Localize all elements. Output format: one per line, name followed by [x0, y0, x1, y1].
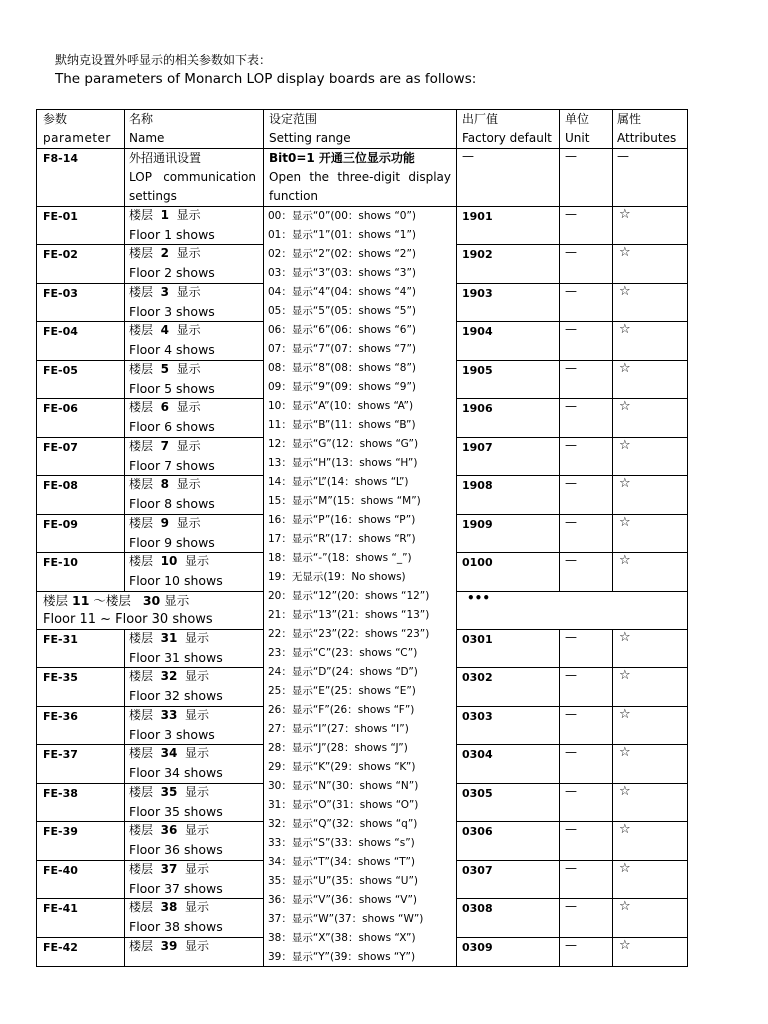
factory-default: 1906 [462, 402, 493, 416]
setting-range-line: 26：显示“F”(26：shows “F”) [268, 704, 415, 716]
intro [55, 52, 476, 88]
factory-default: 0301 [462, 632, 493, 646]
param-code: FE-35 [43, 671, 78, 685]
setting-range-line: 04：显示“4”(04：shows “4”) [268, 286, 416, 298]
attribute-star: ☆ [619, 668, 631, 684]
attribute-star: ☆ [619, 245, 631, 261]
param-name: 楼层 36 显示 Floor 36 shows [129, 823, 223, 858]
setting-range-line: 03：显示“3”(03：shows “3”) [268, 267, 416, 279]
attribute-star: ☆ [619, 437, 631, 453]
param-name: 楼层 32 显示 Floor 32 shows [129, 669, 223, 704]
unit: — [565, 553, 577, 568]
param-name: 楼层 33 显示 Floor 3 shows [129, 707, 215, 742]
param-name: 楼层 2 显示 Floor 2 shows [129, 246, 215, 281]
header-range: 设定范围 Setting range [269, 112, 351, 145]
setting-range-line: 16：显示“P”(16：shows “P”) [268, 514, 416, 526]
factory-default: 1907 [462, 440, 493, 454]
setting-range-line: 35：显示“U”(35：shows “U”) [268, 875, 418, 887]
attribute-star: ☆ [619, 360, 631, 376]
attribute-star: ☆ [619, 899, 631, 915]
factory-default: 0302 [462, 671, 493, 685]
param-code: FE-02 [43, 248, 78, 262]
attribute-star: ☆ [619, 783, 631, 799]
param-code: FE-01 [43, 210, 78, 223]
factory-default: 1909 [462, 517, 493, 531]
merged-floor-row: 楼层 11 ～楼层 30 显示 Floor 11 ~ Floor 30 shows [43, 592, 213, 627]
parameter-table [36, 109, 688, 967]
factory-default: 1902 [462, 248, 493, 262]
attribute-star: ☆ [619, 399, 631, 415]
factory-default: 1905 [462, 363, 493, 377]
attribute-star: ☆ [619, 706, 631, 722]
col-divider [612, 110, 613, 966]
setting-range-line: 14：显示“L”(14：shows “L”) [268, 476, 409, 488]
factory-default: 0305 [462, 786, 493, 800]
header-unit: 单位 Unit [565, 112, 590, 145]
unit: — [565, 514, 577, 529]
setting-range-line: 31：显示“O”(31：shows “O”) [268, 799, 419, 811]
setting-range-line: 17：显示“R”(17：shows “R”) [268, 533, 416, 545]
unit: — [565, 437, 577, 452]
setting-range-line: 30：显示“N”(30：shows “N”) [268, 780, 419, 792]
param-name: 楼层 34 显示 Floor 34 shows [129, 746, 223, 781]
attribute-star: ☆ [619, 476, 631, 492]
setting-range-line: 13：显示“H”(13：shows “H”) [268, 457, 418, 469]
factory-default: 0303 [462, 709, 493, 723]
param-code: FE-08 [43, 479, 78, 493]
unit: — [565, 822, 577, 837]
factory-default: 1908 [462, 479, 493, 493]
factory-default: 0309 [462, 940, 493, 954]
param-code: FE-36 [43, 709, 78, 723]
param-name: 外招通讯设置 LOP communication settings [129, 151, 256, 203]
unit: — [565, 322, 577, 337]
setting-range-line: 02：显示“2”(02：shows “2”) [268, 248, 416, 260]
unit: — [565, 207, 577, 221]
param-code: F8-14 [43, 152, 79, 165]
unit: — [565, 476, 577, 491]
attribute-star: ☆ [619, 283, 631, 299]
factory-default: 1901 [462, 210, 493, 223]
merged-cell-mask [558, 592, 561, 629]
intro-zh: 默纳克设置外呼显示的相关参数如下表： [55, 53, 272, 67]
unit: — [565, 399, 577, 414]
param-code: FE-39 [43, 825, 78, 839]
header-attributes: 属性 Attributes [617, 112, 677, 145]
param-code: FE-41 [43, 902, 78, 916]
merged-cell-mask [611, 592, 614, 629]
attribute-star: ☆ [619, 514, 631, 530]
factory-default: 1903 [462, 286, 493, 300]
setting-range-line: 32：显示“Q”(32：shows “q”) [268, 818, 418, 830]
setting-range-line: 27：显示“I”(27：shows “I”) [268, 723, 409, 735]
param-name: 楼层 39 显示 [129, 938, 210, 953]
unit: — [565, 783, 577, 798]
setting-range-line: 11：显示“B”(11：shows “B”) [268, 419, 416, 431]
row-divider [456, 591, 687, 592]
unit: — [565, 360, 577, 375]
param-code: FE-06 [43, 402, 78, 416]
param-name: 楼层 8 显示 Floor 8 shows [129, 477, 215, 512]
attribute-star: ☆ [619, 937, 631, 953]
attribute-star: ☆ [619, 322, 631, 338]
factory-default: — [462, 149, 474, 163]
setting-range-line: 28：显示“J”(28：shows “J”) [268, 742, 408, 754]
setting-range-line: 25：显示“E”(25：shows “E”) [268, 685, 416, 697]
factory-default: 0306 [462, 825, 493, 839]
param-name: 楼层 1 显示 Floor 1 shows [129, 208, 215, 242]
param-name: 楼层 37 显示 Floor 37 shows [129, 861, 223, 896]
factory-default: 0307 [462, 863, 493, 877]
setting-range-line: 06：显示“6”(06：shows “6”) [268, 324, 416, 336]
setting-range-function: Bit0=1 开通三位显示功能 Open the three-digit display function [269, 151, 451, 203]
setting-range-line: 34：显示“T”(34：shows “T”) [268, 856, 415, 868]
param-code: FE-05 [43, 363, 78, 377]
param-code: FE-03 [43, 286, 78, 300]
setting-range-line: 05：显示“5”(05：shows “5”) [268, 305, 416, 317]
setting-range-line: 07：显示“7”(07：shows “7”) [268, 343, 416, 355]
row-divider [37, 148, 687, 149]
setting-range-line: 18：显示“-”(18：shows “_”) [268, 552, 412, 564]
attribute-star: ☆ [619, 629, 631, 645]
attribute-star: ☆ [619, 860, 631, 876]
setting-range-line: 22：显示“23”(22：shows “23”) [268, 628, 430, 640]
factory-default: 0100 [462, 556, 493, 570]
unit: — [565, 149, 577, 163]
param-code: FE-38 [43, 786, 78, 800]
param-code: FE-37 [43, 748, 78, 762]
param-code: FE-04 [43, 325, 78, 339]
unit: — [565, 860, 577, 875]
unit: — [565, 283, 577, 298]
col-divider [559, 110, 560, 966]
setting-range-line: 00：显示“0”(00：shows “0”) [268, 210, 416, 222]
setting-range-line: 21：显示“13”(21：shows “13”) [268, 609, 430, 621]
param-name: 楼层 10 显示 Floor 10 shows [129, 554, 223, 589]
param-name: 楼层 3 显示 Floor 3 shows [129, 284, 215, 319]
setting-range-line: 23：显示“C”(23：shows “C”) [268, 647, 418, 659]
unit: — [565, 706, 577, 721]
attribute: — [617, 149, 629, 163]
setting-range-line: 08：显示“8”(08：shows “8”) [268, 362, 416, 374]
setting-range-line: 38：显示“X”(38：shows “X”) [268, 932, 416, 944]
setting-range-line: 12：显示“G”(12：shows “G”) [268, 438, 419, 450]
param-name: 楼层 7 显示 Floor 7 shows [129, 438, 215, 473]
param-code: FE-09 [43, 517, 78, 531]
setting-range-line: 01：显示“1”(01：shows “1”) [268, 229, 416, 241]
setting-range-line: 36：显示“V”(36：shows “V”) [268, 894, 417, 906]
param-name: 楼层 4 显示 Floor 4 shows [129, 323, 215, 358]
param-name: 楼层 9 显示 Floor 9 shows [129, 515, 215, 550]
setting-range-line: 39：显示“Y”(39：shows “Y”) [268, 951, 416, 963]
unit: — [565, 668, 577, 683]
unit: — [565, 899, 577, 914]
factory-default: 1904 [462, 325, 493, 339]
param-name: 楼层 35 显示 Floor 35 shows [129, 784, 223, 819]
intro-en: The parameters of Monarch LOP display boards are as follows: [55, 71, 477, 87]
param-code: FE-07 [43, 440, 78, 454]
unit: — [565, 629, 577, 644]
setting-range-line: 29：显示“K”(29：shows “K”) [268, 761, 416, 773]
ellipsis: ••• [467, 590, 491, 605]
setting-range-line: 37：显示“W”(37：shows “W”) [268, 913, 424, 925]
attribute-star: ☆ [619, 745, 631, 761]
header-name: 名称 Name [129, 112, 165, 145]
unit: — [565, 745, 577, 760]
setting-range-line: 24：显示“D”(24：shows “D”) [268, 666, 418, 678]
param-name: 楼层 38 显示 Floor 38 shows [129, 900, 223, 935]
factory-default: 0308 [462, 902, 493, 916]
setting-range-line: 09：显示“9”(09：shows “9”) [268, 381, 416, 393]
attribute-star: ☆ [619, 553, 631, 569]
unit: — [565, 937, 577, 952]
col-divider [456, 110, 457, 966]
factory-default: 0304 [462, 748, 493, 762]
setting-range-line: 19：无显示(19：No shows) [268, 571, 406, 583]
param-name: 楼层 5 显示 Floor 5 shows [129, 361, 215, 396]
param-code: FE-42 [43, 940, 78, 954]
param-code: FE-31 [43, 632, 78, 646]
param-code: FE-10 [43, 556, 78, 570]
param-code: FE-40 [43, 863, 78, 877]
param-name: 楼层 6 显示 Floor 6 shows [129, 400, 215, 435]
header-default: 出厂值 Factory default [462, 112, 552, 145]
setting-range-line: 15：显示“M”(15：shows “M”) [268, 495, 421, 507]
unit: — [565, 245, 577, 260]
param-name: 楼层 31 显示 Floor 31 shows [129, 630, 223, 665]
setting-range-line: 10：显示“A”(10：shows “A”) [268, 400, 414, 412]
col-divider [124, 110, 125, 966]
attribute-star: ☆ [619, 207, 631, 222]
header-param: 参数 parameter [43, 112, 111, 145]
setting-range-line: 20：显示“12”(20：shows “12”) [268, 590, 430, 602]
setting-range-line: 33：显示“S”(33：shows “s”) [268, 837, 415, 849]
attribute-star: ☆ [619, 822, 631, 838]
